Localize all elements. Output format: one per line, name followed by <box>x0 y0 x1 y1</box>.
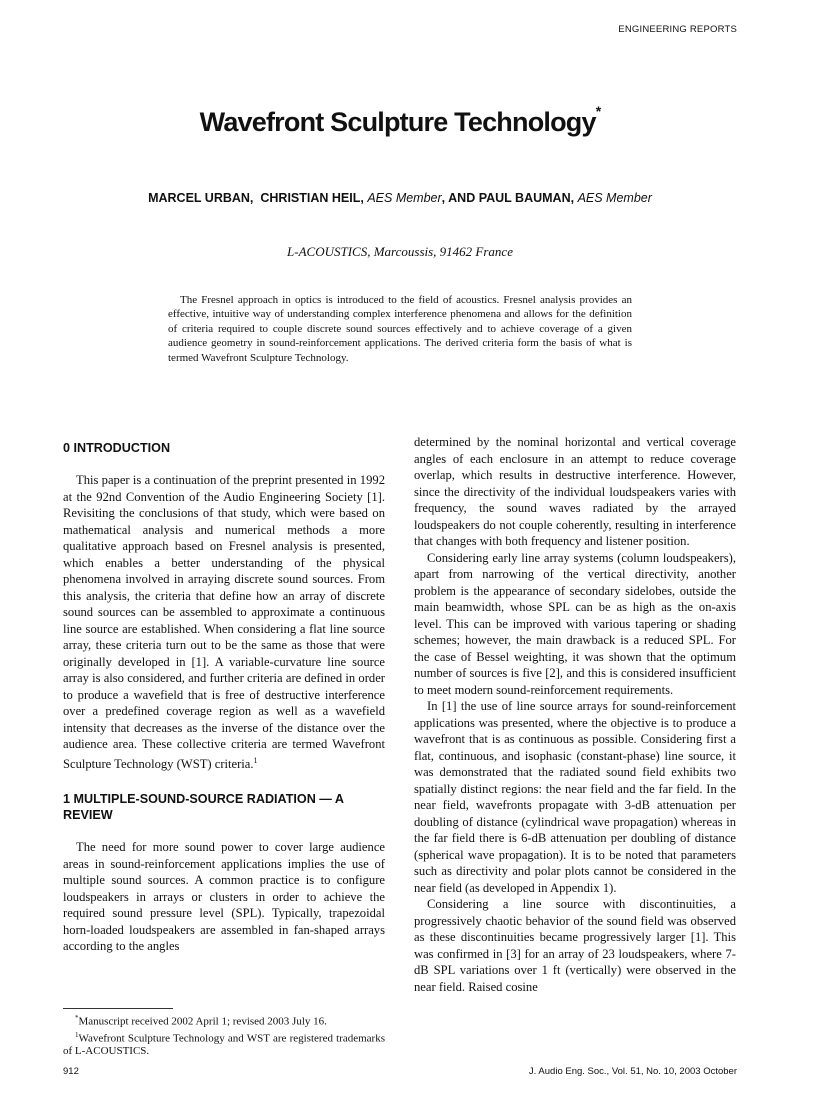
footnotes <box>63 1012 385 1058</box>
paper-title <box>0 103 800 138</box>
abstract: The Fresnel approach in optics is introduced to the field of acoustics. Fresnel analysis provides an effective, intuitive way of understanding complex interference phenomena and allows for the definition of criteria required to couple discrete sound sources effectively and to achieve coverage of a given audience geometry in sound-reinforcement applications. The derived criteria form the basis of what is termed Wavefront Sculpture Technology. <box>168 294 632 364</box>
left-column <box>63 440 385 955</box>
paragraph: Considering early line array systems (column loudspeakers), apart from narrowing of the vertical directivity, another problem is the appearance of secondary sidelobes, outside the main beamwidth, whose SPL can be as high as the on-axis level. This can be improved with various tapering or shading schemes; however, the main drawback is a reduced SPL. For the case of Bessel weighting, it was shown that the optimum number of sources is five [2], and this is considered insufficient to meet modern sound-reinforcement requirements. <box>414 550 736 697</box>
title-text: Wavefront Sculpture Technology <box>199 107 596 137</box>
author-bauman-membership: AES Member <box>577 191 652 205</box>
section-heading-introduction: 0 INTRODUCTION <box>63 441 171 455</box>
paragraph: Considering a line source with discontinuities, a progressively chaotic behavior of the sound field was observed as these discontinuities became progressively larger [1]. This was confirmed in [3] for an array of 23 loudspeakers, where 7-dB SPL variations over 1 ft (vertically) were observed in the near field. Raised cosine <box>414 897 736 994</box>
section-heading-review: 1 MULTIPLE-SOUND-SOURCE RADIATION — A REVIEW <box>63 792 344 823</box>
footnote-divider <box>63 1008 173 1009</box>
footnote-manuscript <box>63 1012 385 1029</box>
author-urban: MARCEL URBAN, <box>148 191 254 205</box>
affiliation: L-ACOUSTICS, Marcoussis, 91462 France <box>287 244 513 259</box>
author-heil-membership: AES Member <box>367 191 442 205</box>
right-column <box>414 434 736 995</box>
footnote-text: Manuscript received 2002 April 1; revised 2003 July 16. <box>78 1015 327 1028</box>
paragraph: determined by the nominal horizontal and vertical coverage angles of each enclosure in an attempt to reduce coverage overlap, which results in destructive interference. However, since the directivity of the individual loudspeakers varies with frequency, the sound waves radiated by the arrayed loudspeakers do not couple coherently, resulting in interference that changes with both frequency and listener position. <box>414 435 736 548</box>
paragraph-text: This paper is a continuation of the preprint presented in 1992 at the 92nd Convention of the Audio Engineering Society [1]. Revisiting the conclusions of that study, which were based on mathematical analysis and numerical methods a more qualitative approach based on Fresnel analysis is presented, which enables a better understanding of the physical phenomena involved in arraying discrete sound sources. From this analysis, the criteria that define how an array of discrete sound sources can be assembled to approximate a continuous line source are established. When considering a flat line source array, these criteria turn out to be the same as those that were originally developed in [1]. A variable-curvature line source array is also considered, and further criteria are defined in order to produce a wavefield that is free of destructive interference over a predefined coverage region as well as a wavefield intensity that decreases as the inverse of the distance over the audience area. These collective criteria are termed Wavefront Sculpture Technology (WST) criteria. <box>63 473 385 771</box>
journal-reference: J. Audio Eng. Soc., Vol. 51, No. 10, 2003 October <box>528 1066 737 1077</box>
paragraph: In [1] the use of line source arrays for sound-reinforcement applications was presented, where the objective is to produce a wavefront that is as continuous as possible. Considering first a flat, continuous, and isophasic (constant-phase) line source, it was demonstrated that the radiated sound field exhibits two spatially distinct regions: the near field and the far field. In the near field, wavefronts propagate with 3-dB attenuation per doubling of distance (cylindrical wave propagation) whereas in the far field there is 6-dB attenuation per doubling of distance (spherical wave propagation). It is to be noted that parameters such as directivity and polar plots cannot be considered in the near field (as developed in Appendix 1). <box>414 699 736 895</box>
footnote-text: Wavefront Sculpture Technology and WST are registered trademarks of L-ACOUSTICS. <box>63 1032 385 1058</box>
footnote-trademark <box>63 1029 385 1059</box>
page-number: 912 <box>63 1066 79 1077</box>
paragraph <box>63 472 385 772</box>
title-footnote-mark: * <box>595 103 601 119</box>
paragraph: The need for more sound power to cover large audience areas in sound-reinforcement applications implies the use of multiple sound sources. A common practice is to configure loudspeakers in arrays or clusters in order to achieve the required sound pressure level (SPL). Typically, trapezoidal horn-loaded loudspeakers are assembled in fan-shaped arrays according to the angles <box>63 840 385 954</box>
author-heil: CHRISTIAN HEIL, <box>260 191 364 205</box>
author-list <box>0 191 800 205</box>
author-bauman: , AND PAUL BAUMAN, <box>441 191 575 205</box>
footnote-ref: 1 <box>253 755 258 765</box>
footnote-mark: * <box>75 1014 79 1022</box>
footnote-mark: 1 <box>75 1030 79 1039</box>
running-head: ENGINEERING REPORTS <box>618 24 737 35</box>
